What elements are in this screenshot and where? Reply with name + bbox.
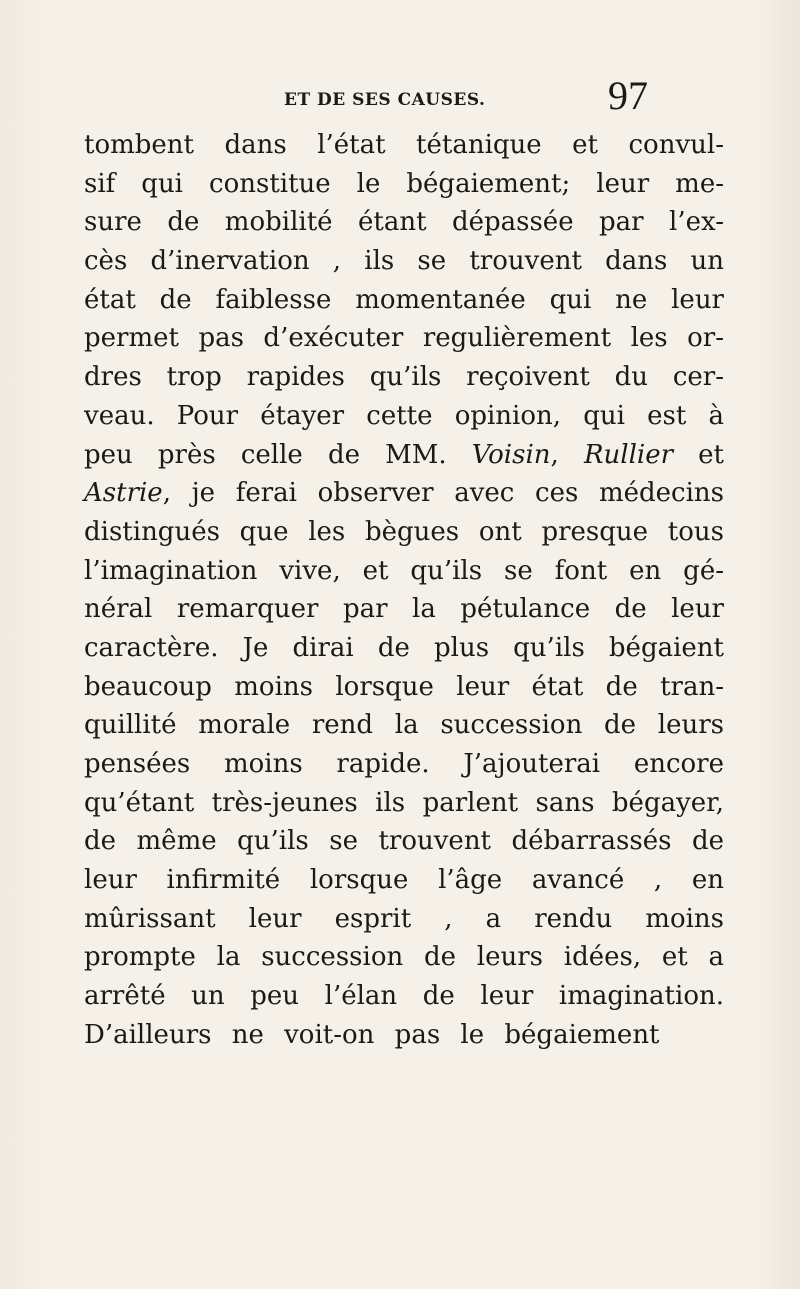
text-line: leur infirmité lorsque l’âge avancé , en (84, 865, 724, 896)
text-line: qu’étant très-jeunes ils parlent sans bégayer, (84, 787, 724, 818)
author-name-astrie: Astrie (84, 478, 163, 509)
author-name-voisin: Voisin (471, 439, 551, 470)
text-line: dres trop rapides qu’ils reçoivent du cer- (84, 362, 724, 393)
text-line (84, 436, 724, 475)
text-line: état de faiblesse momentanée qui ne leur (84, 284, 724, 315)
body-text (84, 126, 724, 1055)
text-line (84, 474, 724, 513)
text-line: de même qu’ils se trouvent débarrassés de (84, 826, 724, 857)
text-line: sif qui constitue le bégaiement; leur me- (84, 168, 724, 199)
text-line: mûrissant leur esprit , a rendu moins (84, 903, 724, 934)
text-line: prompte la succession de leurs idées, et a (84, 942, 724, 973)
page-number: 97 (608, 73, 648, 118)
text-line: arrêté un peu l’élan de leur imagination. (84, 981, 724, 1012)
text-fragment: et (673, 439, 725, 470)
text-fragment: , je ferai observer avec ces médecins (162, 478, 724, 509)
text-line: pensées moins rapide. J’ajouterai encore (84, 749, 724, 779)
text-line: beaucoup moins lorsque leur état de tran- (84, 671, 724, 702)
text-line: néral remarquer par la pétulance de leur (84, 594, 724, 625)
text-line: l’imagination vive, et qu’ils se font en gé- (84, 555, 724, 586)
running-head: ET DE SES CAUSES. (284, 90, 486, 110)
author-name-rullier: Rullier (583, 439, 674, 470)
text-line: permet pas d’exécuter regulièrement les or- (84, 323, 724, 354)
text-fragment: , (550, 439, 584, 470)
text-line: tombent dans l’état tétanique et convul- (84, 130, 724, 160)
text-line: distingués que les bègues ont presque tous (84, 516, 724, 547)
text-line: D’ailleurs ne voit-on pas le bégaiement (84, 1019, 660, 1050)
text-line: sure de mobilité étant dépassée par l’ex- (84, 207, 724, 238)
text-line: cès d’inervation , ils se trouvent dans un (84, 246, 724, 277)
text-fragment: peu près celle de MM. (84, 439, 472, 470)
text-line: caractère. Je dirai de plus qu’ils bégaient (84, 632, 724, 663)
text-line: veau. Pour étayer cette opinion, qui est à (84, 400, 724, 431)
text-line: quillité morale rend la succession de leurs (84, 710, 724, 741)
